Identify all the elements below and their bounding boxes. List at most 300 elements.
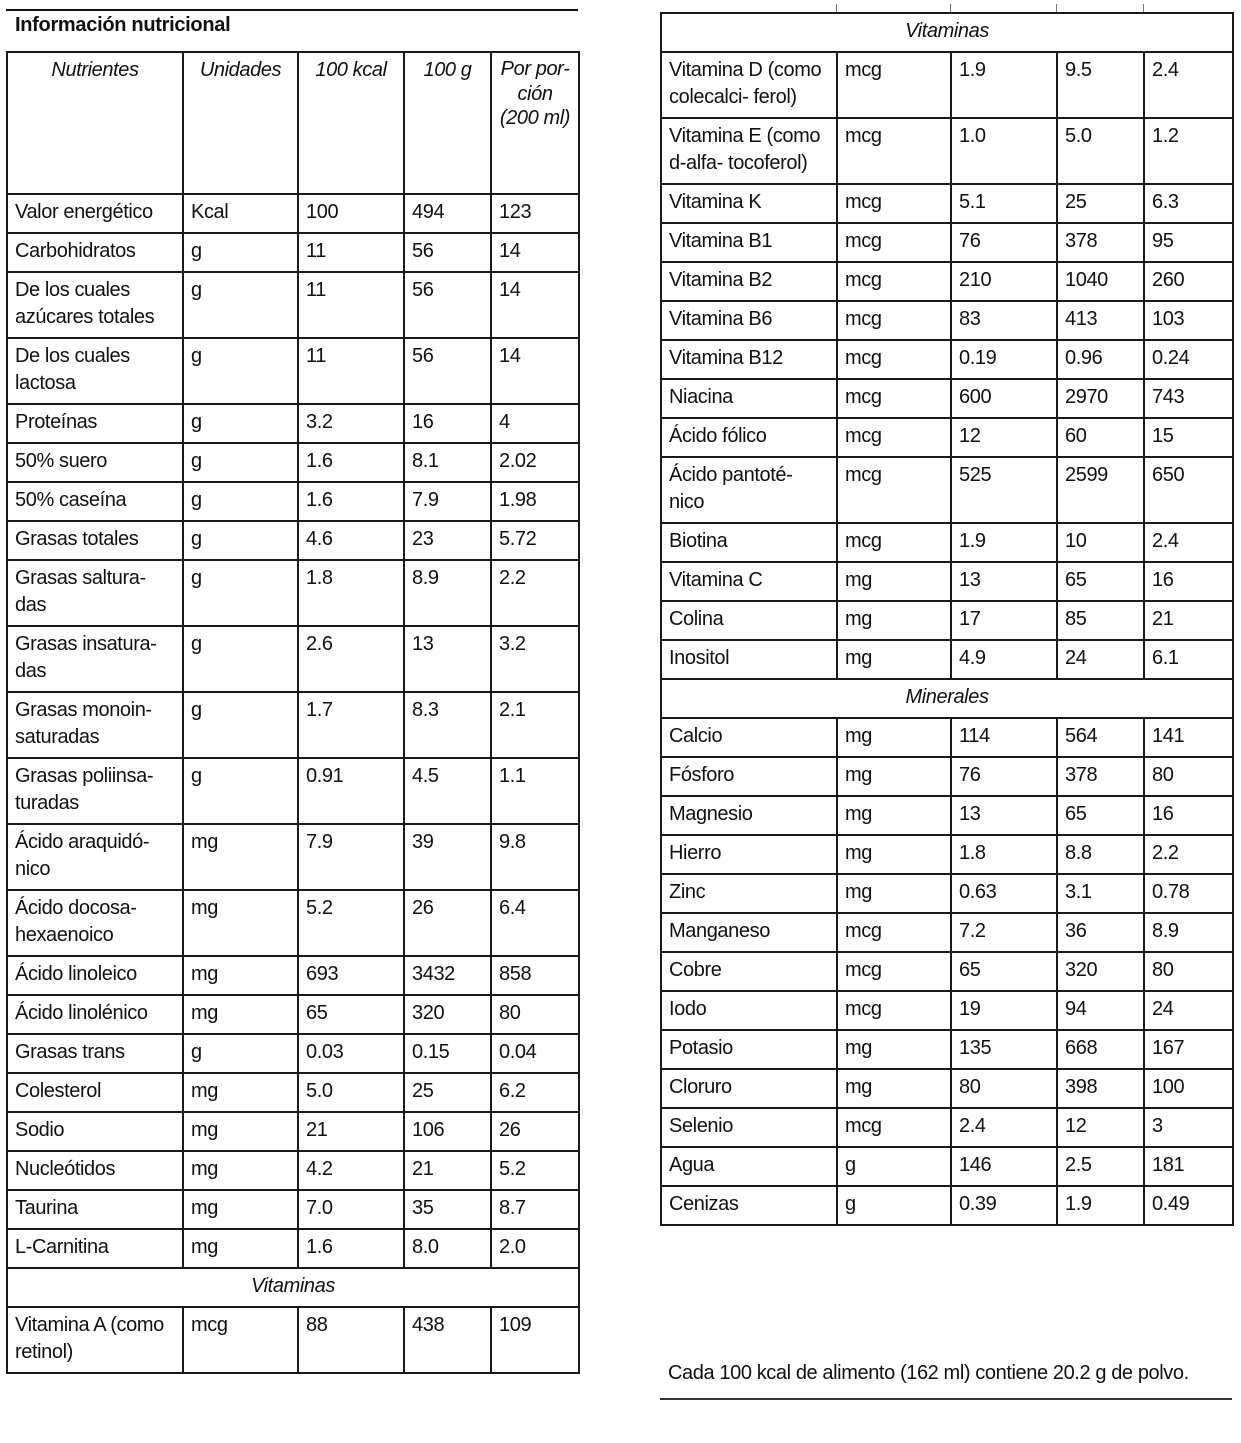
- value-per-portion: 109: [491, 1307, 579, 1373]
- value-per-100kcal: 1.8: [951, 835, 1057, 874]
- value-per-100kcal: 11: [298, 338, 404, 404]
- value-per-portion: 1.2: [1144, 118, 1233, 184]
- unit: mg: [183, 995, 298, 1034]
- unit: g: [183, 521, 298, 560]
- nutrient-name: Grasas saltura- das: [7, 560, 183, 626]
- value-per-100g: 5.0: [1057, 118, 1144, 184]
- bottom-rule: [660, 1398, 1232, 1400]
- nutrient-name: Vitamina C: [661, 562, 837, 601]
- nutrient-name: Fósforo: [661, 757, 837, 796]
- unit: mg: [837, 640, 951, 679]
- unit: mg: [837, 1030, 951, 1069]
- header-per-100g: 100 g: [404, 52, 491, 194]
- table-row: [661, 262, 1233, 301]
- value-per-100kcal: 4.6: [298, 521, 404, 560]
- value-per-100g: 0.15: [404, 1034, 491, 1073]
- value-per-100g: 7.9: [404, 482, 491, 521]
- table-row: [661, 457, 1233, 523]
- table-row: [7, 1307, 579, 1373]
- value-per-100g: 25: [1057, 184, 1144, 223]
- table-row: [661, 640, 1233, 679]
- unit: g: [183, 692, 298, 758]
- value-per-100g: 65: [1057, 562, 1144, 601]
- value-per-100g: 378: [1057, 757, 1144, 796]
- nutrient-name: Biotina: [661, 523, 837, 562]
- value-per-100kcal: 21: [298, 1112, 404, 1151]
- value-per-portion: 8.7: [491, 1190, 579, 1229]
- value-per-100kcal: 3.2: [298, 404, 404, 443]
- nutrient-name: Vitamina E (como d-alfa- tocoferol): [661, 118, 837, 184]
- table-row: [7, 521, 579, 560]
- value-per-100kcal: 5.1: [951, 184, 1057, 223]
- nutrient-name: Cloruro: [661, 1069, 837, 1108]
- top-rule: [6, 9, 578, 11]
- value-per-100g: 25: [404, 1073, 491, 1112]
- unit: mg: [183, 956, 298, 995]
- nutrient-name: Vitamina B2: [661, 262, 837, 301]
- header-nutrients: Nutrientes: [7, 52, 183, 194]
- nutrient-name: Grasas totales: [7, 521, 183, 560]
- value-per-100g: 413: [1057, 301, 1144, 340]
- value-per-100g: 13: [404, 626, 491, 692]
- table-row: [7, 194, 579, 233]
- nutrient-name: De los cuales lactosa: [7, 338, 183, 404]
- table-row: [7, 824, 579, 890]
- value-per-100g: 3.1: [1057, 874, 1144, 913]
- table-row: [7, 272, 579, 338]
- nutrient-name: Grasas poliinsa- turadas: [7, 758, 183, 824]
- value-per-100g: 56: [404, 338, 491, 404]
- nutrient-name: Grasas monoin- saturadas: [7, 692, 183, 758]
- nutrient-name: Grasas insatura- das: [7, 626, 183, 692]
- header-per-portion: Por por- ción (200 ml): [491, 52, 579, 194]
- value-per-100g: 320: [1057, 952, 1144, 991]
- nutrient-name: Carbohidratos: [7, 233, 183, 272]
- value-per-portion: 16: [1144, 796, 1233, 835]
- value-per-100g: 2599: [1057, 457, 1144, 523]
- unit: mcg: [837, 223, 951, 262]
- section-label: Vitaminas: [661, 13, 1233, 52]
- unit: g: [837, 1147, 951, 1186]
- nutrient-name: Ácido fólico: [661, 418, 837, 457]
- table-row: [7, 233, 579, 272]
- table-row: [661, 1147, 1233, 1186]
- table-row: [7, 404, 579, 443]
- unit: mg: [837, 562, 951, 601]
- value-per-portion: 16: [1144, 562, 1233, 601]
- nutrient-name: Hierro: [661, 835, 837, 874]
- unit: mg: [183, 1190, 298, 1229]
- nutrition-table-right: [660, 12, 1234, 1226]
- value-per-100kcal: 65: [951, 952, 1057, 991]
- value-per-portion: 0.04: [491, 1034, 579, 1073]
- unit: mg: [837, 796, 951, 835]
- unit: mg: [183, 1151, 298, 1190]
- nutrient-name: Potasio: [661, 1030, 837, 1069]
- table-row: [7, 1073, 579, 1112]
- value-per-100g: 8.9: [404, 560, 491, 626]
- value-per-100kcal: 65: [298, 995, 404, 1034]
- section-vitamins: [7, 1268, 579, 1307]
- unit: mg: [183, 1073, 298, 1112]
- unit: mcg: [837, 262, 951, 301]
- value-per-100kcal: 11: [298, 272, 404, 338]
- unit: g: [183, 1034, 298, 1073]
- unit: mg: [837, 835, 951, 874]
- value-per-100g: 1.9: [1057, 1186, 1144, 1225]
- unit: g: [183, 560, 298, 626]
- value-per-portion: 2.1: [491, 692, 579, 758]
- value-per-100kcal: 11: [298, 233, 404, 272]
- unit: mcg: [837, 418, 951, 457]
- value-per-portion: 2.2: [1144, 835, 1233, 874]
- nutrient-name: Grasas trans: [7, 1034, 183, 1073]
- value-per-portion: 2.4: [1144, 523, 1233, 562]
- value-per-portion: 650: [1144, 457, 1233, 523]
- unit: mg: [183, 1229, 298, 1268]
- value-per-portion: 6.1: [1144, 640, 1233, 679]
- value-per-100g: 2970: [1057, 379, 1144, 418]
- value-per-100kcal: 100: [298, 194, 404, 233]
- value-per-portion: 0.49: [1144, 1186, 1233, 1225]
- value-per-100g: 320: [404, 995, 491, 1034]
- table-row: [661, 1069, 1233, 1108]
- value-per-portion: 21: [1144, 601, 1233, 640]
- value-per-100g: 0.96: [1057, 340, 1144, 379]
- right-table-body: [661, 13, 1233, 1225]
- unit: mcg: [837, 952, 951, 991]
- nutrient-name: Manganeso: [661, 913, 837, 952]
- nutrient-name: Inositol: [661, 640, 837, 679]
- unit: mcg: [837, 379, 951, 418]
- value-per-portion: 80: [491, 995, 579, 1034]
- document-title: Información nutricional: [15, 14, 231, 36]
- value-per-100kcal: 693: [298, 956, 404, 995]
- unit: mcg: [837, 913, 951, 952]
- nutrient-name: Cenizas: [661, 1186, 837, 1225]
- value-per-100g: 8.0: [404, 1229, 491, 1268]
- value-per-100g: 24: [1057, 640, 1144, 679]
- nutrient-name: L-Carnitina: [7, 1229, 183, 1268]
- nutrient-name: Calcio: [661, 718, 837, 757]
- value-per-100kcal: 13: [951, 562, 1057, 601]
- unit: mcg: [837, 301, 951, 340]
- value-per-100kcal: 525: [951, 457, 1057, 523]
- table-row: [661, 562, 1233, 601]
- value-per-100g: 23: [404, 521, 491, 560]
- value-per-100g: 8.1: [404, 443, 491, 482]
- unit: mcg: [837, 52, 951, 118]
- section-vitamins: [661, 13, 1233, 52]
- nutrient-name: Sodio: [7, 1112, 183, 1151]
- header-per-100kcal: 100 kcal: [298, 52, 404, 194]
- table-row: [7, 1034, 579, 1073]
- unit: mcg: [837, 118, 951, 184]
- nutrient-name: Ácido araquidó- nico: [7, 824, 183, 890]
- value-per-portion: 6.2: [491, 1073, 579, 1112]
- value-per-100kcal: 4.9: [951, 640, 1057, 679]
- value-per-100kcal: 0.19: [951, 340, 1057, 379]
- value-per-100kcal: 0.63: [951, 874, 1057, 913]
- value-per-100kcal: 2.4: [951, 1108, 1057, 1147]
- nutrient-name: Proteínas: [7, 404, 183, 443]
- value-per-100g: 106: [404, 1112, 491, 1151]
- unit: g: [183, 404, 298, 443]
- nutrient-name: Ácido pantoté- nico: [661, 457, 837, 523]
- value-per-100kcal: 88: [298, 1307, 404, 1373]
- value-per-100g: 378: [1057, 223, 1144, 262]
- unit: mcg: [837, 523, 951, 562]
- table-row: [661, 991, 1233, 1030]
- table-row: [661, 718, 1233, 757]
- table-row: [7, 1151, 579, 1190]
- value-per-portion: 6.3: [1144, 184, 1233, 223]
- nutrient-name: Ácido linoleico: [7, 956, 183, 995]
- unit: mcg: [837, 457, 951, 523]
- value-per-100g: 1040: [1057, 262, 1144, 301]
- value-per-100g: 26: [404, 890, 491, 956]
- value-per-portion: 100: [1144, 1069, 1233, 1108]
- value-per-portion: 0.78: [1144, 874, 1233, 913]
- table-row: [7, 890, 579, 956]
- nutrient-name: Niacina: [661, 379, 837, 418]
- value-per-100kcal: 0.03: [298, 1034, 404, 1073]
- value-per-100kcal: 1.6: [298, 1229, 404, 1268]
- value-per-portion: 181: [1144, 1147, 1233, 1186]
- nutrient-name: Selenio: [661, 1108, 837, 1147]
- value-per-portion: 5.2: [491, 1151, 579, 1190]
- table-row: [7, 626, 579, 692]
- left-table-body: [7, 194, 579, 1373]
- value-per-portion: 9.8: [491, 824, 579, 890]
- nutrient-name: Taurina: [7, 1190, 183, 1229]
- unit: Kcal: [183, 194, 298, 233]
- value-per-100g: 39: [404, 824, 491, 890]
- table-row: [661, 601, 1233, 640]
- table-row: [661, 52, 1233, 118]
- table-row: [7, 956, 579, 995]
- table-row: [7, 443, 579, 482]
- value-per-portion: 103: [1144, 301, 1233, 340]
- unit: mg: [837, 757, 951, 796]
- table-row: [661, 757, 1233, 796]
- table-row: [661, 1186, 1233, 1225]
- table-header-row: [7, 52, 579, 194]
- table-row: [7, 560, 579, 626]
- value-per-100kcal: 1.7: [298, 692, 404, 758]
- value-per-portion: 5.72: [491, 521, 579, 560]
- value-per-portion: 3: [1144, 1108, 1233, 1147]
- unit: g: [183, 758, 298, 824]
- table-row: [661, 301, 1233, 340]
- nutrient-name: De los cuales azúcares totales: [7, 272, 183, 338]
- footnote: Cada 100 kcal de alimento (162 ml) contiene 20.2 g de polvo.: [668, 1362, 1189, 1384]
- value-per-100kcal: 83: [951, 301, 1057, 340]
- table-row: [661, 184, 1233, 223]
- value-per-portion: 15: [1144, 418, 1233, 457]
- nutrient-name: Magnesio: [661, 796, 837, 835]
- value-per-portion: 24: [1144, 991, 1233, 1030]
- table-row: [661, 118, 1233, 184]
- nutrient-name: Vitamina B6: [661, 301, 837, 340]
- table-row: [661, 913, 1233, 952]
- value-per-portion: 2.02: [491, 443, 579, 482]
- unit: g: [183, 443, 298, 482]
- value-per-100kcal: 19: [951, 991, 1057, 1030]
- value-per-portion: 14: [491, 233, 579, 272]
- value-per-portion: 1.1: [491, 758, 579, 824]
- value-per-100g: 56: [404, 272, 491, 338]
- value-per-100g: 56: [404, 233, 491, 272]
- unit: g: [183, 626, 298, 692]
- value-per-100kcal: 1.0: [951, 118, 1057, 184]
- value-per-100kcal: 7.9: [298, 824, 404, 890]
- nutrient-name: Agua: [661, 1147, 837, 1186]
- value-per-100kcal: 1.9: [951, 523, 1057, 562]
- value-per-portion: 141: [1144, 718, 1233, 757]
- value-per-100g: 36: [1057, 913, 1144, 952]
- value-per-100g: 65: [1057, 796, 1144, 835]
- nutrient-name: Vitamina D (como colecalci- ferol): [661, 52, 837, 118]
- nutrient-name: Valor energético: [7, 194, 183, 233]
- unit: mcg: [183, 1307, 298, 1373]
- nutrient-name: Vitamina A (como retinol): [7, 1307, 183, 1373]
- value-per-portion: 14: [491, 338, 579, 404]
- nutrient-name: Ácido docosa- hexaenoico: [7, 890, 183, 956]
- header-units: Unidades: [183, 52, 298, 194]
- value-per-100kcal: 80: [951, 1069, 1057, 1108]
- value-per-100g: 4.5: [404, 758, 491, 824]
- table-row: [7, 995, 579, 1034]
- table-row: [7, 1112, 579, 1151]
- table-row: [7, 482, 579, 521]
- nutrient-name: Vitamina K: [661, 184, 837, 223]
- table-row: [7, 338, 579, 404]
- unit: mg: [183, 1112, 298, 1151]
- nutrient-name: 50% caseína: [7, 482, 183, 521]
- value-per-portion: 95: [1144, 223, 1233, 262]
- value-per-portion: 2.0: [491, 1229, 579, 1268]
- table-row: [661, 223, 1233, 262]
- section-label: Vitaminas: [7, 1268, 579, 1307]
- value-per-100kcal: 4.2: [298, 1151, 404, 1190]
- value-per-100g: 8.3: [404, 692, 491, 758]
- nutrient-name: 50% suero: [7, 443, 183, 482]
- value-per-100kcal: 2.6: [298, 626, 404, 692]
- unit: mg: [183, 824, 298, 890]
- value-per-100g: 10: [1057, 523, 1144, 562]
- value-per-100g: 2.5: [1057, 1147, 1144, 1186]
- table-row: [7, 1190, 579, 1229]
- value-per-100kcal: 1.9: [951, 52, 1057, 118]
- table-row: [661, 379, 1233, 418]
- value-per-100g: 668: [1057, 1030, 1144, 1069]
- value-per-100kcal: 17: [951, 601, 1057, 640]
- value-per-100g: 3432: [404, 956, 491, 995]
- table-row: [661, 523, 1233, 562]
- value-per-portion: 80: [1144, 952, 1233, 991]
- value-per-100kcal: 76: [951, 757, 1057, 796]
- nutrient-name: Zinc: [661, 874, 837, 913]
- nutrient-name: Cobre: [661, 952, 837, 991]
- value-per-portion: 80: [1144, 757, 1233, 796]
- value-per-100kcal: 1.6: [298, 482, 404, 521]
- value-per-100kcal: 146: [951, 1147, 1057, 1186]
- table-row: [661, 952, 1233, 991]
- value-per-100kcal: 210: [951, 262, 1057, 301]
- section-label: Minerales: [661, 679, 1233, 718]
- nutrient-name: Colina: [661, 601, 837, 640]
- unit: mcg: [837, 991, 951, 1030]
- nutrient-name: Colesterol: [7, 1073, 183, 1112]
- value-per-100kcal: 114: [951, 718, 1057, 757]
- unit: g: [183, 272, 298, 338]
- value-per-100kcal: 0.91: [298, 758, 404, 824]
- value-per-100g: 94: [1057, 991, 1144, 1030]
- value-per-portion: 2.2: [491, 560, 579, 626]
- table-row: [661, 1030, 1233, 1069]
- value-per-100g: 8.8: [1057, 835, 1144, 874]
- unit: mg: [837, 718, 951, 757]
- unit: mg: [837, 874, 951, 913]
- unit: g: [837, 1186, 951, 1225]
- unit: mg: [837, 1069, 951, 1108]
- value-per-portion: 167: [1144, 1030, 1233, 1069]
- value-per-portion: 4: [491, 404, 579, 443]
- table-row: [7, 758, 579, 824]
- value-per-100kcal: 135: [951, 1030, 1057, 1069]
- section-minerals: [661, 679, 1233, 718]
- value-per-portion: 8.9: [1144, 913, 1233, 952]
- nutrient-name: Vitamina B12: [661, 340, 837, 379]
- value-per-portion: 3.2: [491, 626, 579, 692]
- unit: g: [183, 233, 298, 272]
- value-per-portion: 14: [491, 272, 579, 338]
- value-per-portion: 260: [1144, 262, 1233, 301]
- table-row: [661, 796, 1233, 835]
- table-row: [661, 1108, 1233, 1147]
- value-per-100g: 12: [1057, 1108, 1144, 1147]
- value-per-100g: 564: [1057, 718, 1144, 757]
- unit: mg: [837, 601, 951, 640]
- unit: mg: [183, 890, 298, 956]
- value-per-portion: 2.4: [1144, 52, 1233, 118]
- value-per-100g: 85: [1057, 601, 1144, 640]
- table-row: [7, 692, 579, 758]
- value-per-100kcal: 5.2: [298, 890, 404, 956]
- table-row: [661, 874, 1233, 913]
- value-per-portion: 1.98: [491, 482, 579, 521]
- nutrient-name: Vitamina B1: [661, 223, 837, 262]
- value-per-100kcal: 5.0: [298, 1073, 404, 1112]
- value-per-portion: 858: [491, 956, 579, 995]
- value-per-portion: 26: [491, 1112, 579, 1151]
- value-per-100kcal: 13: [951, 796, 1057, 835]
- value-per-100g: 35: [404, 1190, 491, 1229]
- value-per-portion: 6.4: [491, 890, 579, 956]
- unit: g: [183, 482, 298, 521]
- table-row: [7, 1229, 579, 1268]
- value-per-100kcal: 76: [951, 223, 1057, 262]
- unit: mcg: [837, 184, 951, 223]
- nutrition-table-left: [6, 51, 580, 1374]
- value-per-100kcal: 0.39: [951, 1186, 1057, 1225]
- value-per-100kcal: 1.6: [298, 443, 404, 482]
- unit: mcg: [837, 340, 951, 379]
- value-per-portion: 123: [491, 194, 579, 233]
- nutrient-name: Ácido linolénico: [7, 995, 183, 1034]
- value-per-100kcal: 7.0: [298, 1190, 404, 1229]
